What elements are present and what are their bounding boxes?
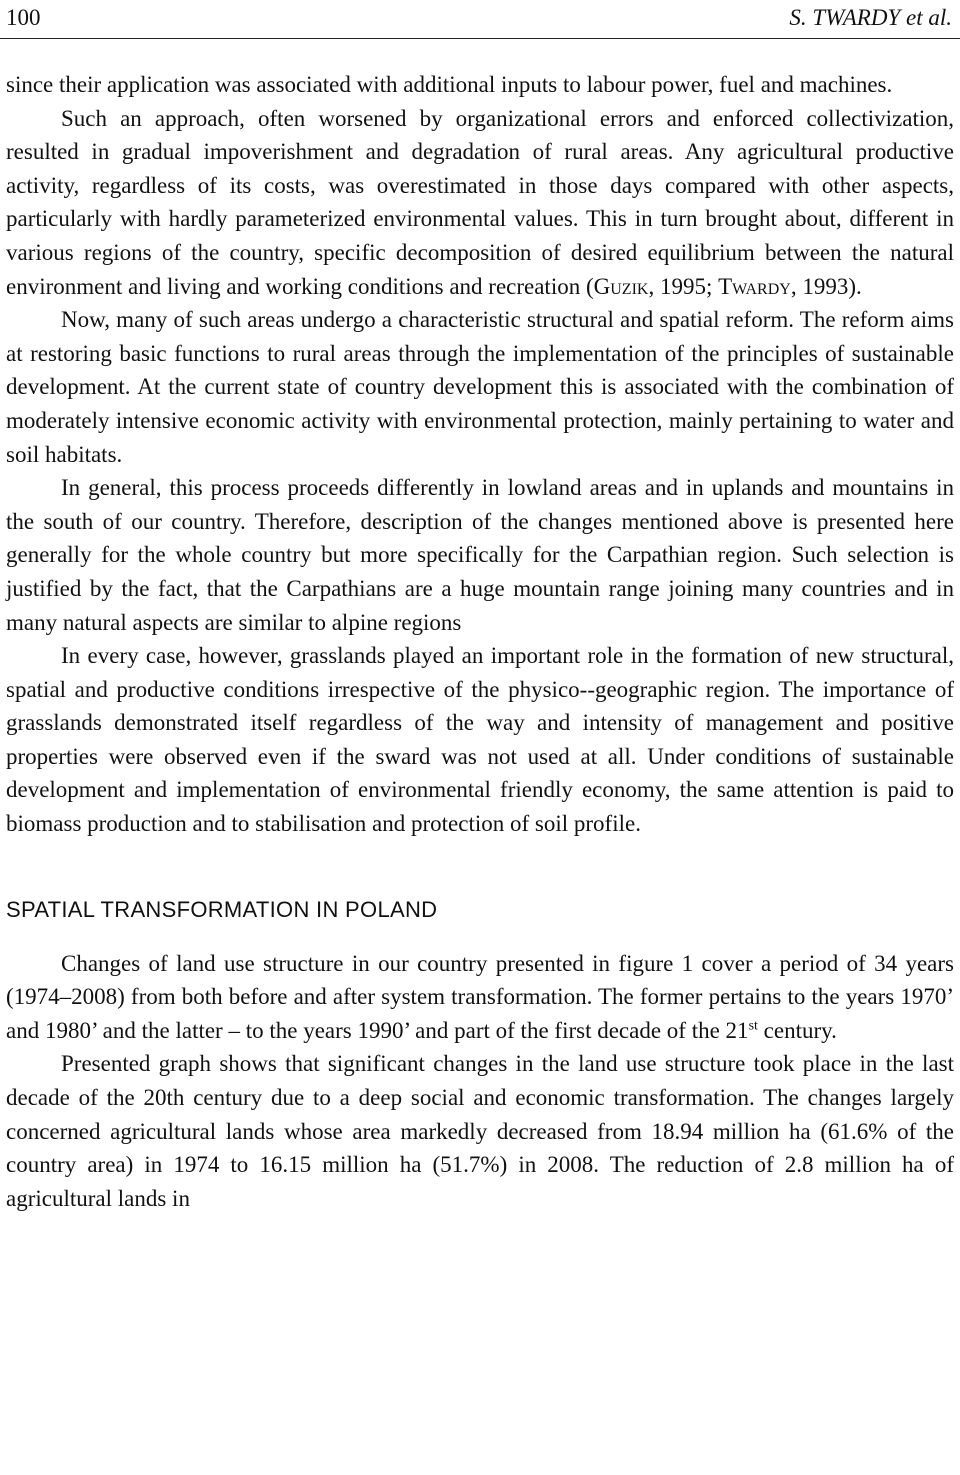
ordinal-superscript: st [748,1018,758,1034]
paragraph-2-text-a: Such an approach, often worsened by organizational errors and enforced collectivization, resulted in gradual impoverishment and degradation of rural areas. Any agricultural productive activity, regardless of its costs, was overestimated in those days compared with other aspects, particularly with hardly parameterized environmental values. This in turn brought about, different in various regions of the country, specific decomposition of desired equilibrium between the natural environment and living and working conditions and recreation ( [6,105,954,299]
paragraph-6 [6,947,954,1048]
paragraph-3: Now, many of such areas undergo a characteristic structural and spatial reform. The reform aims at restoring basic functions to rural areas through the implementation of the principles of sustainable development. At the current state of country development this is associated with the combination of moderately intensive economic activity with environmental protection, mainly pertaining to water and soil habitats. [6,307,954,467]
paragraph-7: Presented graph shows that significant changes in the land use structure took place in the last decade of the 20th century due to a deep social and economic transformation. The changes largely concerned agricultural lands whose area markedly decreased from 18.94 million ha (61.6% of the country area) in 1974 to 16.15 million ha (51.7%) in 2008. The reduction of 2.8 million ha of agricultural lands in [6,1051,954,1211]
citation-guzik: Guzik [593,273,649,299]
body-text [6,68,954,1215]
paragraph-5: In every case, however, grasslands played an important role in the formation of new structural, spatial and productive conditions irrespective of the physico--geographic region. The importance of grasslands demonstrated itself regardless of the way and intensity of management and positive properties were observed even if the sward was not used at all. Under conditions of sustainable development and implementation of environmental friendly economy, the same attention is paid to biomass production and to stabilisation and protection of soil profile. [6,643,954,837]
page-header [0,0,960,39]
paragraph-6-text-a: Changes of land use structure in our country presented in figure 1 cover a period of 34 years (1974–2008) from both before and after system transformation. The former pertains to the years 1970’ and 1980’ and the latter – to the years 1990’ and part of the first decade of the 21 [6,950,954,1043]
paragraph-2-text-c: , 1993). [790,273,862,299]
paragraph-4: In general, this process proceeds differently in lowland areas and in uplands and mountains in the south of our country. Therefore, description of the changes mentioned above is presented here generally for the whole country but more specifically for the Carpathian region. Such selection is justified by the fact, that the Carpathians are a huge mountain range joining many countries and in many natural aspects are similar to alpine regions [6,475,954,635]
paragraph-2-text-b: , 1995; [648,273,719,299]
paragraph-1: since their application was associated with additional inputs to labour power, fuel and machines. [6,72,893,97]
paragraph-2 [6,102,954,304]
running-head: S. TWARDY et al. [789,5,952,30]
page-number: 100 [6,5,41,30]
paragraph-6-text-b: century. [757,1017,837,1043]
section-heading: SPATIAL TRANSFORMATION IN POLAND [6,896,438,922]
citation-twardy: Twardy [718,273,791,299]
